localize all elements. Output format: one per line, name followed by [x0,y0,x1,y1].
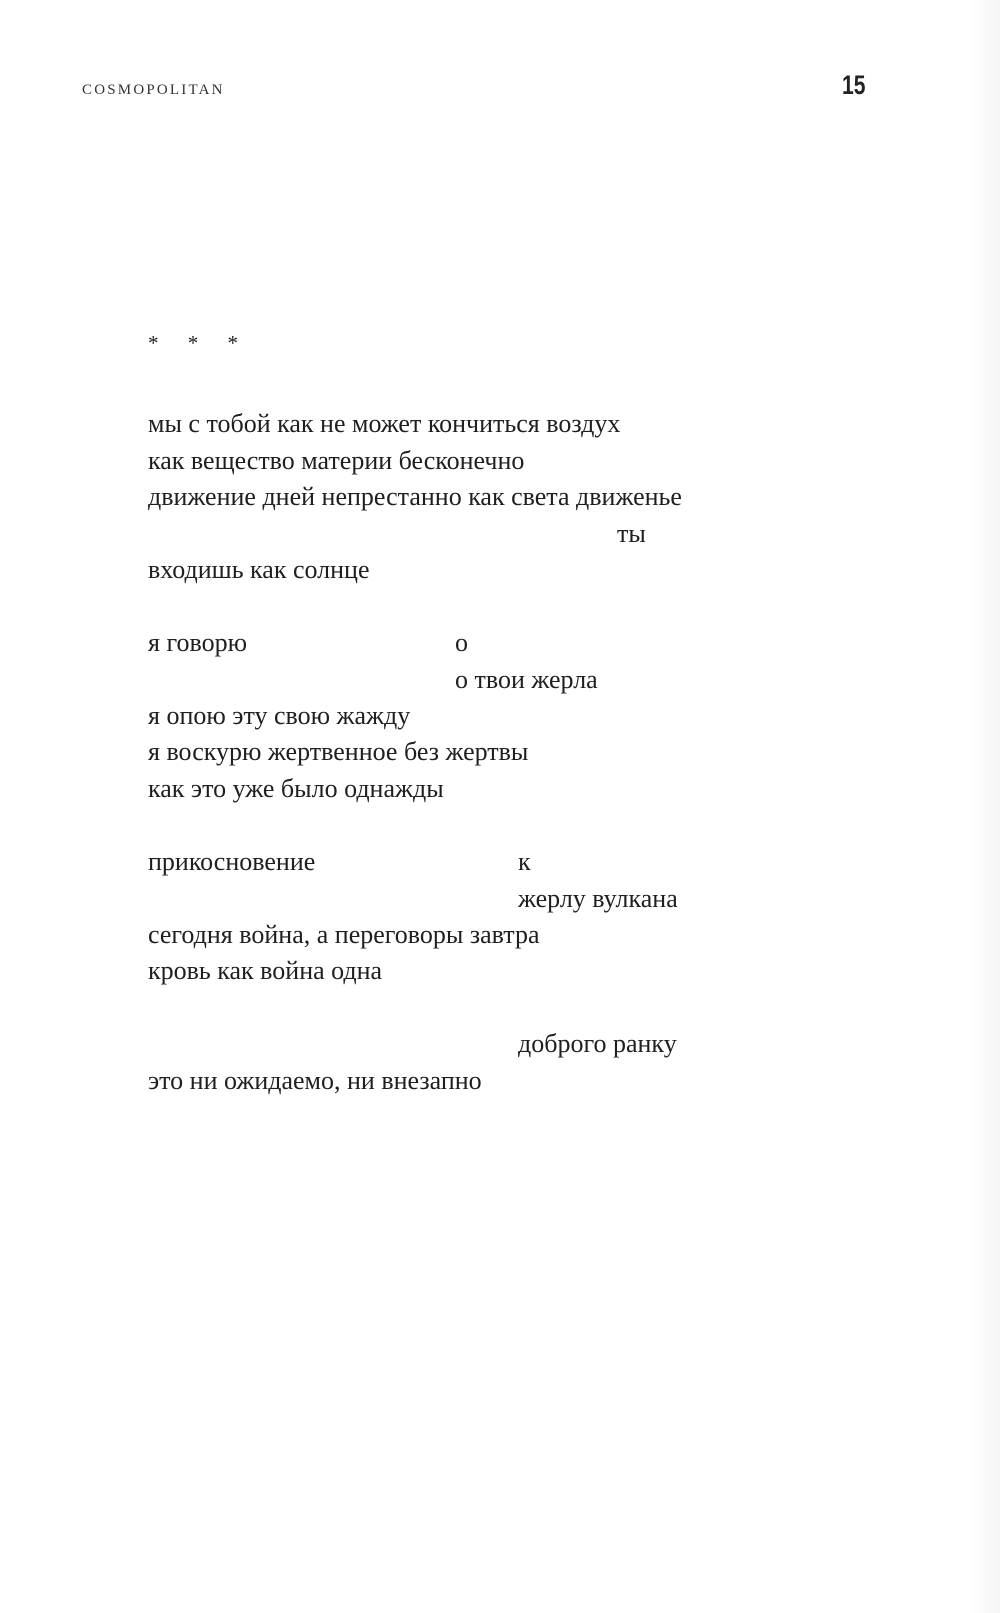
poem-line: о твои жерла [455,665,598,694]
poem-line: жерлу вулкана [518,884,678,913]
poem-line: ты [617,519,646,548]
poem-line: это ни ожидаемо, ни внезапно [148,1066,482,1095]
poem-line: как вещество материи бесконечно [148,446,525,475]
poem-line: мы с тобой как не может кончиться воздух [148,409,621,438]
poem-line: я говорю [148,628,247,657]
page-number: 15 [842,70,866,100]
poem-line: к [518,847,531,876]
poem-line: я опою эту свою жажду [148,701,411,730]
poem-line: прикосновение [148,847,316,876]
poem-line: доброго ранку [518,1029,677,1058]
poem-line: входишь как солнце [148,555,370,584]
section-asterism: * * * [148,331,250,355]
poem-line: сегодня война, а переговоры завтра [148,920,540,949]
poem-line: я воскурю жертвенное без жертвы [148,737,529,766]
running-head: COSMOPOLITAN [82,82,225,98]
poem-line: как это уже было однажды [148,774,444,803]
page-edge-shadow [970,0,1000,1613]
poem-line: кровь как война одна [148,956,383,985]
poem-line: движение дней непрестанно как света движенье [148,482,682,511]
poem-line: о [455,628,468,657]
